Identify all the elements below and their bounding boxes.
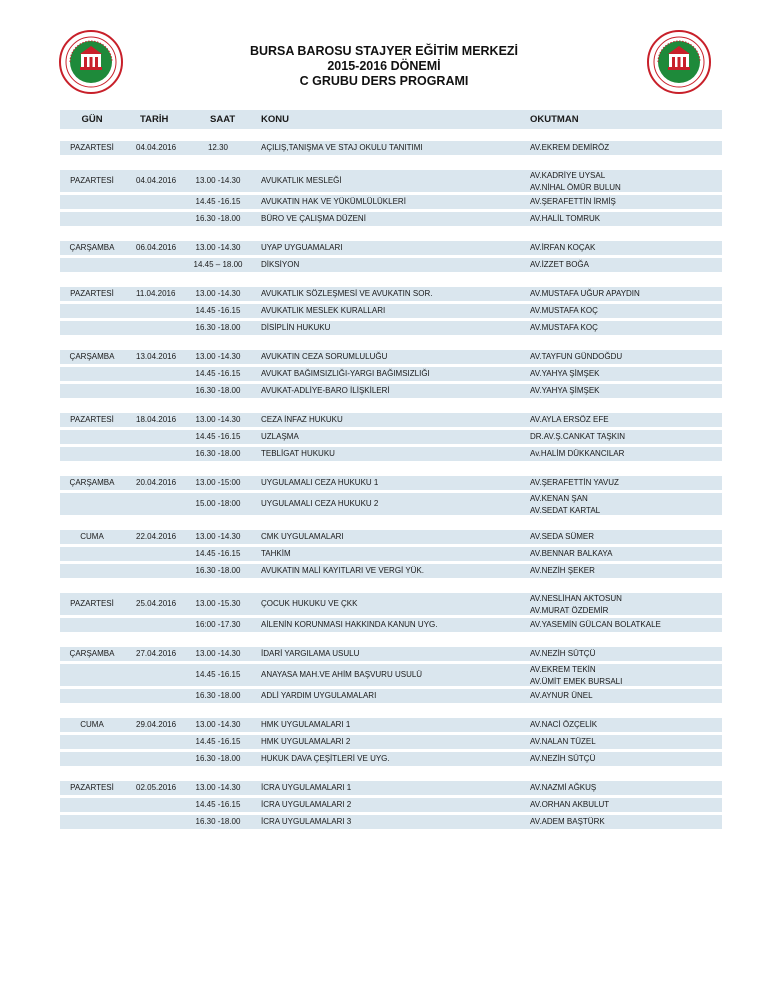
topic-cell: TAHKİM <box>261 548 291 558</box>
date-cell: 02.05.2016 <box>136 782 177 792</box>
time-cell: 12.30 <box>207 142 229 152</box>
instructor-cell: AV.ÜMİT EMEK BURSALI <box>530 677 623 686</box>
topic-cell: İCRA UYGULAMALARI 1 <box>261 782 352 792</box>
instructor-cell: AV.NEZİH ŞEKER <box>530 565 595 575</box>
topic-cell: UYGULAMALI CEZA HUKUKU 2 <box>261 498 379 508</box>
topic-cell: AVUKAT BAĞIMSIZLIĞI-YARGI BAĞIMSIZLIĞI <box>261 368 430 378</box>
topic-cell: AVUKAT-ADLİYE-BARO İLİŞKİLERİ <box>261 385 390 395</box>
instructor-cell: AV.NEZİH SÜTÇÜ <box>530 648 596 658</box>
time-cell: 13.00 -14.30 <box>195 175 241 185</box>
instructor-cell: Av.HALİM DÜKKANCILAR <box>530 448 625 458</box>
date-cell: 25.04.2016 <box>136 598 177 608</box>
topic-cell: HMK UYGULAMALARI 2 <box>261 736 351 746</box>
column-header-date: TARİH <box>140 114 169 125</box>
day-cell: PAZARTESİ <box>70 175 114 185</box>
topic-cell: ANAYASA MAH.VE AHİM BAŞVURU USULÜ <box>261 669 423 679</box>
instructor-cell: AV.EKREM DEMİRÖZ <box>530 142 610 152</box>
instructor-cell: AV.ŞERAFETTİN YAVUZ <box>530 477 619 487</box>
page-title <box>0 44 768 89</box>
instructor-cell: AV.BENNAR BALKAYA <box>530 548 613 558</box>
day-cell: CUMA <box>80 531 104 541</box>
time-cell: 13.00 -15.30 <box>195 598 241 608</box>
time-cell: 13.00 -15:00 <box>195 477 241 487</box>
topic-cell: TEBLİGAT HUKUKU <box>261 448 335 458</box>
title-line-3: C GRUBU DERS PROGRAMI <box>299 74 469 88</box>
time-cell: 16.30 -18.00 <box>195 385 241 395</box>
time-cell: 14.45 -16.15 <box>195 196 241 206</box>
topic-cell: AÇILIŞ,TANIŞMA VE STAJ OKULU TANITIMI <box>261 142 423 152</box>
topic-cell: CMK UYGULAMALARI <box>261 531 344 541</box>
time-cell: 13.00 -14.30 <box>195 782 241 792</box>
time-cell: 16.30 -18.00 <box>195 753 241 763</box>
time-cell: 13.00 -14.30 <box>195 242 241 252</box>
time-cell: 14.45 -16.15 <box>195 799 241 809</box>
instructor-cell: AV.MUSTAFA UĞUR APAYDIN <box>530 288 640 298</box>
day-cell: ÇARŞAMBA <box>69 242 115 252</box>
date-cell: 11.04.2016 <box>136 288 176 298</box>
title-line-1: BURSA BAROSU STAJYER EĞİTİM MERKEZİ <box>249 44 519 58</box>
instructor-cell: AV.YASEMİN GÜLCAN BOLATKALE <box>530 619 661 629</box>
time-cell: 14.45 – 18.00 <box>193 259 243 269</box>
day-cell: PAZARTESİ <box>70 142 114 152</box>
day-cell: ÇARŞAMBA <box>69 477 115 487</box>
topic-cell: İDARİ YARGILAMA USULU <box>261 648 360 658</box>
date-cell: 04.04.2016 <box>136 142 177 152</box>
table-row <box>60 321 722 335</box>
instructor-cell: AV.NİHAL ÖMÜR BULUN <box>530 183 621 192</box>
date-cell: 06.04.2016 <box>136 242 177 252</box>
instructor-cell: AV.NALAN TÜZEL <box>530 736 596 746</box>
time-cell: 14.45 -16.15 <box>195 548 241 558</box>
time-cell: 14.45 -16.15 <box>195 736 241 746</box>
table-row <box>60 815 722 829</box>
instructor-cell: AV.ORHAN AKBULUT <box>530 799 610 809</box>
topic-cell: AVUKATLIK MESLEĞİ <box>261 175 342 185</box>
time-cell: 14.45 -16.15 <box>195 669 241 679</box>
table-row <box>60 735 722 749</box>
time-cell: 16.30 -18.00 <box>195 690 241 700</box>
instructor-cell: AV.MURAT ÖZDEMİR <box>530 606 609 615</box>
instructor-cell: AV.İRFAN KOÇAK <box>530 242 596 252</box>
table-row <box>60 493 722 515</box>
instructor-cell: AV.İZZET BOĞA <box>530 259 589 269</box>
topic-cell: AVUKATLIK MESLEK KURALLARI <box>261 305 386 315</box>
topic-cell: ADLİ YARDIM UYGULAMALARI <box>261 690 377 700</box>
day-cell: ÇARŞAMBA <box>69 351 115 361</box>
time-cell: 13.00 -14.30 <box>195 531 241 541</box>
date-cell: 04.04.2016 <box>136 175 177 185</box>
column-header-time: SAAT <box>210 114 236 125</box>
instructor-cell: AV.NACİ ÖZÇELİK <box>530 719 598 729</box>
instructor-cell: AV.SEDA SÜMER <box>530 531 595 541</box>
instructor-cell: AV.SEDAT KARTAL <box>530 506 601 515</box>
instructor-cell: DR.AV.Ş.CANKAT TAŞKIN <box>530 431 625 441</box>
day-cell: PAZARTESİ <box>70 782 114 792</box>
day-cell: ÇARŞAMBA <box>69 648 115 658</box>
column-header-topic: KONU <box>261 114 289 125</box>
date-cell: 27.04.2016 <box>136 648 177 658</box>
table-row <box>60 212 722 226</box>
instructor-cell: AV.YAHYA ŞİMŞEK <box>530 385 600 395</box>
instructor-cell: AV.EKREM TEKİN <box>530 665 596 674</box>
time-cell: 13.00 -14.30 <box>195 719 241 729</box>
topic-cell: AİLENİN KORUNMASI HAKKINDA KANUN UYG. <box>261 619 438 629</box>
date-cell: 13.04.2016 <box>136 351 177 361</box>
day-cell: CUMA <box>80 719 104 729</box>
time-cell: 13.00 -14.30 <box>195 648 241 658</box>
instructor-cell: AV.TAYFUN GÜNDOĞDU <box>530 351 623 361</box>
topic-cell: ÇOCUK HUKUKU VE ÇKK <box>261 598 358 608</box>
date-cell: 18.04.2016 <box>136 414 177 424</box>
topic-cell: HMK UYGULAMALARI 1 <box>261 719 351 729</box>
table-header <box>60 110 722 129</box>
topic-cell: CEZA İNFAZ HUKUKU <box>261 414 343 424</box>
table-row <box>60 304 722 318</box>
table-row <box>60 798 722 812</box>
topic-cell: HUKUK DAVA ÇEŞİTLERİ VE UYG. <box>261 753 390 763</box>
topic-cell: UYAP UYGUAMALARI <box>261 242 343 252</box>
instructor-cell: AV.AYNUR ÜNEL <box>530 690 593 700</box>
time-cell: 15.00 -18:00 <box>195 498 241 508</box>
instructor-cell: AV.NEZİH SÜTÇÜ <box>530 753 596 763</box>
topic-cell: BÜRO VE ÇALIŞMA DÜZENİ <box>261 213 366 223</box>
topic-cell: AVUKATIN CEZA SORUMLULUĞU <box>261 351 388 361</box>
instructor-cell: AV.MUSTAFA KOÇ <box>530 305 598 315</box>
table-row <box>60 752 722 766</box>
instructor-cell: AV.ŞERAFETTİN İRMİŞ <box>530 196 616 206</box>
topic-cell: AVUKATIN MALİ KAYITLARI VE VERGİ YÜK. <box>261 565 425 575</box>
topic-cell: AVUKATIN HAK VE YÜKÜMLÜLÜKLERİ <box>261 196 406 206</box>
topic-cell: İCRA UYGULAMALARI 2 <box>261 799 352 809</box>
title-line-2: 2015-2016 DÖNEMİ <box>327 59 441 73</box>
time-cell: 13.00 -14.30 <box>195 288 241 298</box>
instructor-cell: AV.NAZMİ AĞKUŞ <box>530 782 597 792</box>
column-header-day: GÜN <box>81 114 103 125</box>
instructor-cell: AV.MUSTAFA KOÇ <box>530 322 598 332</box>
day-cell: PAZARTESİ <box>70 414 114 424</box>
column-header-instructor: OKUTMAN <box>530 114 579 125</box>
instructor-cell: AV.NESLİHAN AKTOSUN <box>530 594 622 603</box>
time-cell: 14.45 -16.15 <box>195 305 241 315</box>
time-cell: 16.30 -18.00 <box>195 565 241 575</box>
topic-cell: DİSİPLİN HUKUKU <box>261 322 331 332</box>
instructor-cell: AV.AYLA ERSÖZ EFE <box>530 414 609 424</box>
instructor-cell: AV.YAHYA ŞİMŞEK <box>530 368 600 378</box>
topic-cell: İCRA UYGULAMALARI 3 <box>261 816 352 826</box>
time-cell: 16.30 -18.00 <box>195 448 241 458</box>
table-row <box>60 547 722 561</box>
time-cell: 14.45 -16.15 <box>195 431 241 441</box>
topic-cell: AVUKATLIK SÖZLEŞMESİ VE AVUKATIN SOR. <box>261 288 433 298</box>
time-cell: 13.00 -14.30 <box>195 414 241 424</box>
day-cell: PAZARTESİ <box>70 598 114 608</box>
time-cell: 16.30 -18.00 <box>195 213 241 223</box>
time-cell: 16:00 -17.30 <box>195 619 241 629</box>
date-cell: 20.04.2016 <box>136 477 177 487</box>
instructor-cell: AV.KENAN ŞAN <box>530 494 588 503</box>
date-cell: 22.04.2016 <box>136 531 177 541</box>
table-row <box>60 689 722 703</box>
table-row <box>60 384 722 398</box>
instructor-cell: AV.HALİL TOMRUK <box>530 213 601 223</box>
topic-cell: UZLAŞMA <box>261 431 299 441</box>
instructor-cell: AV.KADRİYE UYSAL <box>530 171 606 180</box>
time-cell: 14.45 -16.15 <box>195 368 241 378</box>
table-row <box>60 258 722 272</box>
time-cell: 16.30 -18.00 <box>195 816 241 826</box>
time-cell: 16.30 -18.00 <box>195 322 241 332</box>
instructor-cell: AV.ADEM BAŞTÜRK <box>530 816 605 826</box>
day-cell: PAZARTESİ <box>70 288 114 298</box>
time-cell: 13.00 -14.30 <box>195 351 241 361</box>
topic-cell: DİKSİYON <box>261 259 300 269</box>
topic-cell: UYGULAMALI CEZA HUKUKU 1 <box>261 477 379 487</box>
date-cell: 29.04.2016 <box>136 719 177 729</box>
